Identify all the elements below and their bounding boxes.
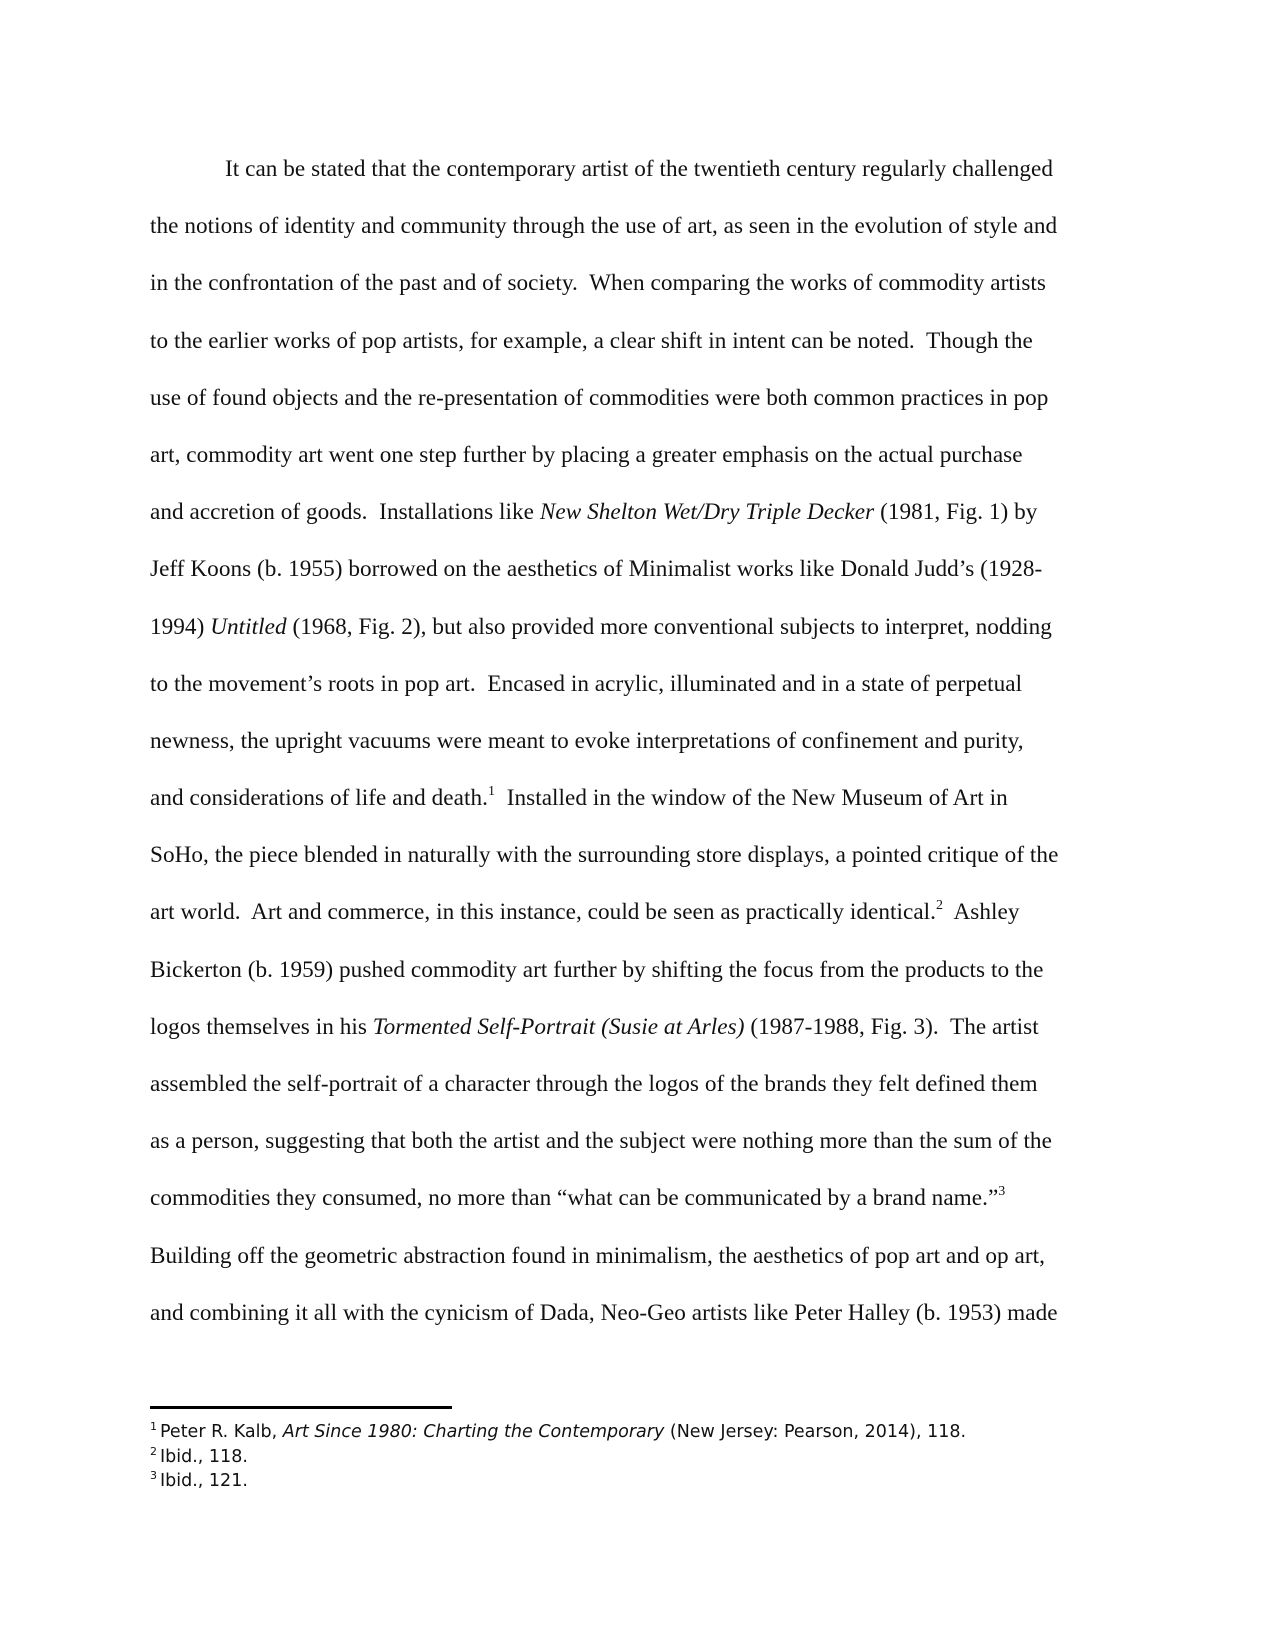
text-line: 1994) Untitled (1968, Fig. 2), but also provided more conventional subjects to interpret, nodding (150, 613, 1052, 640)
text-line: in the confrontation of the past and of society. When comparing the works of commodity artists (150, 270, 1046, 297)
text-line: and combining it all with the cynicism of Dada, Neo-Geo artists like Peter Halley (b. 1953) made (150, 1299, 1058, 1326)
text-line: as a person, suggesting that both the artist and the subject were nothing more than the sum of the (150, 1128, 1052, 1155)
text-line: and accretion of goods. Installations like New Shelton Wet/Dry Triple Decker (1981, Fig. 1) by (150, 499, 1038, 526)
text-line: logos themselves in his Tormented Self-Portrait (Susie at Arles) (1987-1988, Fig. 3). The artist (150, 1013, 1039, 1040)
text-line: Jeff Koons (b. 1955) borrowed on the aesthetics of Minimalist works like Donald Judd’s (1928- (150, 556, 1043, 583)
book-title: Art Since 1980: Charting the Contemporary (282, 1422, 665, 1442)
text-line: to the earlier works of pop artists, for example, a clear shift in intent can be noted. Though the (150, 327, 1033, 354)
text-line: Bickerton (b. 1959) pushed commodity art further by shifting the focus from the products to the (150, 956, 1044, 983)
footnote-number: 1 (150, 1420, 157, 1434)
footnote-separator (150, 1406, 452, 1409)
text-line: It can be stated that the contemporary artist of the twentieth century regularly challenged (225, 156, 1054, 182)
footnote: $^2$ Ibid., 118. (150, 1444, 248, 1467)
footnote-ref[interactable]: 2 (936, 898, 944, 914)
footnote: $^1$ Peter R. Kalb, Art Since 1980: Charting the Contemporary (New Jersey: Pearson, 2014), 118. (150, 1420, 967, 1442)
footnote-number: 3 (150, 1469, 157, 1483)
footnote-ref[interactable]: 3 (998, 1184, 1006, 1200)
text-line: and considerations of life and death.$^1$ Installed in the window of the New Museum of Art in (150, 784, 1008, 812)
body-paragraph (150, 141, 1150, 1342)
footnote: $^3$ Ibid., 121. (150, 1469, 248, 1491)
text-line: to the movement’s roots in pop art. Encased in acrylic, illuminated and in a state of perpetual (150, 670, 1023, 697)
text-line: assembled the self-portrait of a character through the logos of the brands they felt defined them (150, 1071, 1038, 1097)
artwork-title: New Shelton Wet/Dry Triple Decker (539, 499, 875, 526)
text-line: art world. Art and commerce, in this instance, could be seen as practically identical.$^2$ Ashley (150, 898, 1020, 926)
text-line: use of found objects and the re-presentation of commodities were both common practices in pop (150, 384, 1049, 411)
footnotes (150, 1420, 966, 1494)
text-line: art, commodity art went one step further by placing a greater emphasis on the actual purchase (150, 441, 1023, 468)
text-line: commodities they consumed, no more than “what can be communicated by a brand name.”$^3$ (150, 1184, 1006, 1212)
text-line: SoHo, the piece blended in naturally with the surrounding store displays, a pointed critique of the (150, 842, 1059, 869)
text-line: Building off the geometric abstraction found in minimalism, the aesthetics of pop art and op art, (150, 1242, 1045, 1269)
text-line: newness, the upright vacuums were meant to evoke interpretations of confinement and purity, (150, 727, 1024, 754)
artwork-title: Tormented Self-Portrait (Susie at Arles) (372, 1013, 745, 1040)
footnote-ref[interactable]: 1 (487, 784, 496, 800)
footnote-number: 2 (150, 1444, 157, 1458)
artwork-title: Untitled (210, 613, 287, 640)
text-line: the notions of identity and community through the use of art, as seen in the evolution of style and (150, 213, 1058, 240)
